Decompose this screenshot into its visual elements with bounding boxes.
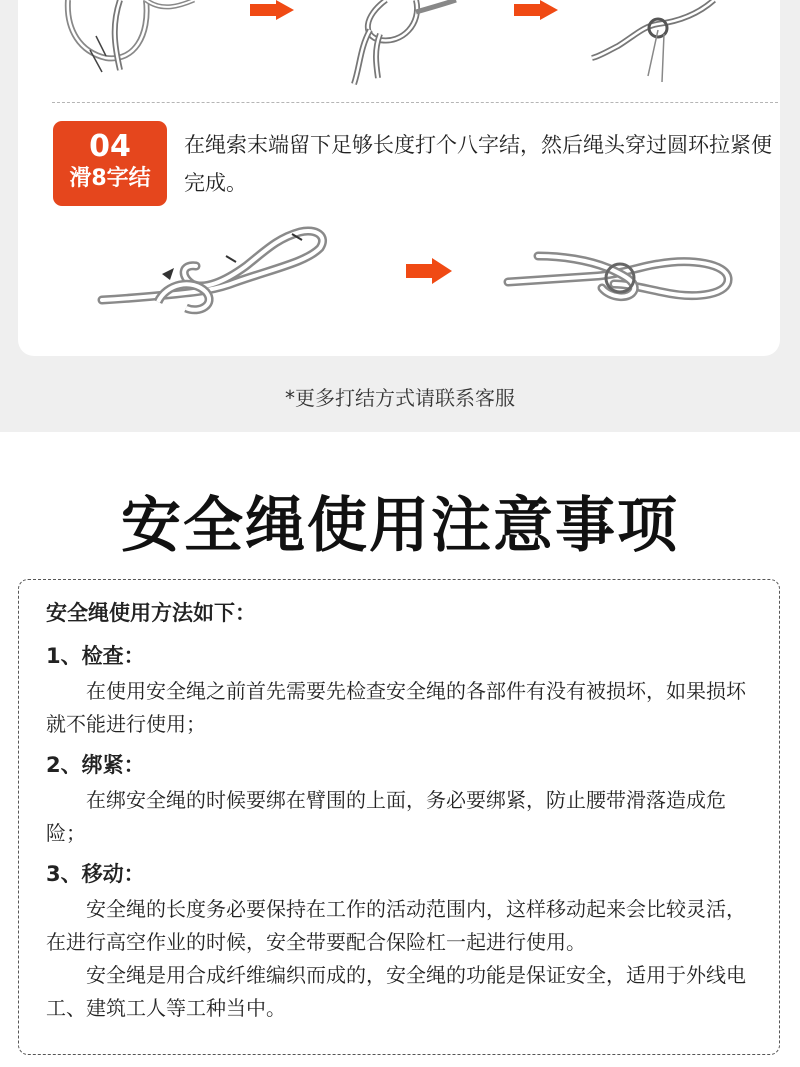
figure-eight-knot-illustration [96,222,356,322]
knot-card [18,0,780,356]
section-text-check: 在使用安全绳之前首先需要先检查安全绳的各部件有没有被损坏，如果损坏就不能进行使用； [46,679,746,736]
notes-intro: 安全绳使用方法如下： [46,601,256,625]
knot-guide-section [0,0,800,432]
finished-knot-illustration [502,236,742,316]
divider [52,102,778,103]
step-name: 滑8字结 [69,166,151,191]
section-text-move: 安全绳的长度务必要保持在工作的活动范围内，这样移动起来会比较灵活，在进行高空作业的时候，安全带要配合保险杠一起进行使用。 [46,897,746,954]
step-badge [53,121,167,206]
page-title: 安全绳使用注意事项 [121,491,679,561]
notes-closing: 安全绳是用合成纤维编织而成的，安全绳的功能是保证安全，适用于外线电工、建筑工人等工种当中。 [46,963,746,1020]
section-heading-tighten: 2、绑紧： [46,753,145,777]
more-knots-note: *更多打结方式请联系客服 [285,386,515,410]
arrow-right-icon [404,256,454,286]
knot-illustration-1 [50,0,200,90]
knot-illustration-3 [578,0,728,90]
section-text-tighten: 在绑安全绳的时候要绑在臂围的上面，务必要绑紧，防止腰带滑落造成危险； [46,788,726,845]
knot-illustration-2 [330,0,460,90]
section-heading-check: 1、检查： [46,644,145,668]
step-description: 在绳索末端留下足够长度打个八字结，然后绳头穿过圆环拉紧便完成。 [184,133,772,195]
usage-notes-box [18,579,780,1055]
step-number: 04 [89,129,131,164]
arrow-right-icon [512,0,562,24]
arrow-right-icon [248,0,298,24]
section-heading-move: 3、移动： [46,862,145,886]
